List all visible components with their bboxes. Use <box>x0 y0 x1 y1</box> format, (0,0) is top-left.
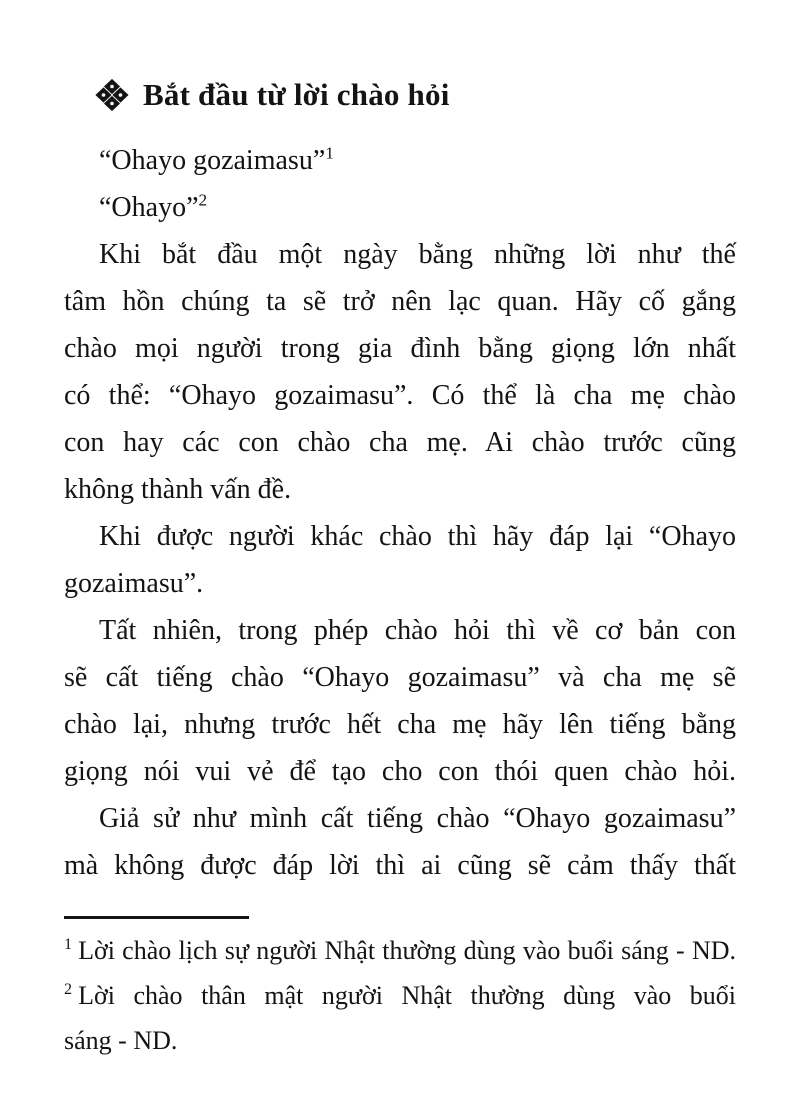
intro-line <box>64 137 736 184</box>
footnote-marker-1: 1 <box>64 936 73 954</box>
paragraph-line: chào lại, nhưng trước hết cha mẹ hãy lên tiếng bằng <box>64 709 736 740</box>
paragraph-2 <box>64 513 736 607</box>
intro-line-text: “Ohayo gozaimasu” <box>99 145 326 176</box>
footnote-line <box>64 973 736 1018</box>
section-heading-text: Bắt đầu từ lời chào hỏi <box>143 77 450 112</box>
paragraph-line: có thể: “Ohayo gozaimasu”. Có thể là cha mẹ chào <box>64 380 736 411</box>
intro-line <box>64 184 736 231</box>
footnote-ref-2: 2 <box>198 190 208 210</box>
paragraph-line: không thành vấn đề. <box>64 474 292 505</box>
paragraph-1 <box>64 231 736 513</box>
paragraph-3 <box>64 607 736 795</box>
footnote-2 <box>64 973 736 1063</box>
footnote-ref-1: 1 <box>325 143 334 163</box>
body-text <box>64 137 736 889</box>
footnote-1 <box>64 928 736 973</box>
footnote-separator <box>64 916 249 919</box>
paragraph-line: chào mọi người trong gia đình bằng giọng lớn nhất <box>64 333 736 364</box>
paragraph-line: giọng nói vui vẻ để tạo cho con thói quen chào hỏi. <box>64 756 736 787</box>
paragraph-line: mà không được đáp lời thì ai cũng sẽ cảm thấy thất <box>64 850 736 881</box>
footnote-marker-2: 2 <box>64 981 73 999</box>
intro-line-text: “Ohayo” <box>99 192 199 223</box>
footnote-text: Lời chào thân mật người Nhật thường dùng vào buổi <box>78 981 736 1010</box>
paragraph-line: Tất nhiên, trong phép chào hỏi thì về cơ bản con <box>99 615 736 646</box>
diamond-fleuron-icon <box>95 78 129 112</box>
paragraph-line: Giả sử như mình cất tiếng chào “Ohayo gozaimasu” <box>99 803 736 834</box>
footnotes <box>64 928 736 1063</box>
paragraph-line: sẽ cất tiếng chào “Ohayo gozaimasu” và cha mẹ sẽ <box>64 662 736 693</box>
paragraph-line: gozaimasu”. <box>64 568 204 599</box>
paragraph-4 <box>64 795 736 889</box>
section-heading <box>95 74 736 116</box>
paragraph-line: tâm hồn chúng ta sẽ trở nên lạc quan. Hãy cố gắng <box>64 286 736 317</box>
footnote-line: sáng - ND. <box>64 1026 178 1055</box>
footnote-text: Lời chào lịch sự người Nhật thường dùng vào buổi sáng - ND. <box>78 936 736 965</box>
footnote-line <box>64 928 736 973</box>
paragraph-line: con hay các con chào cha mẹ. Ai chào trước cũng <box>64 427 736 458</box>
paragraph-line: Khi được người khác chào thì hãy đáp lại “Ohayo <box>99 521 736 552</box>
paragraph-line: Khi bắt đầu một ngày bằng những lời như thế <box>99 239 736 270</box>
